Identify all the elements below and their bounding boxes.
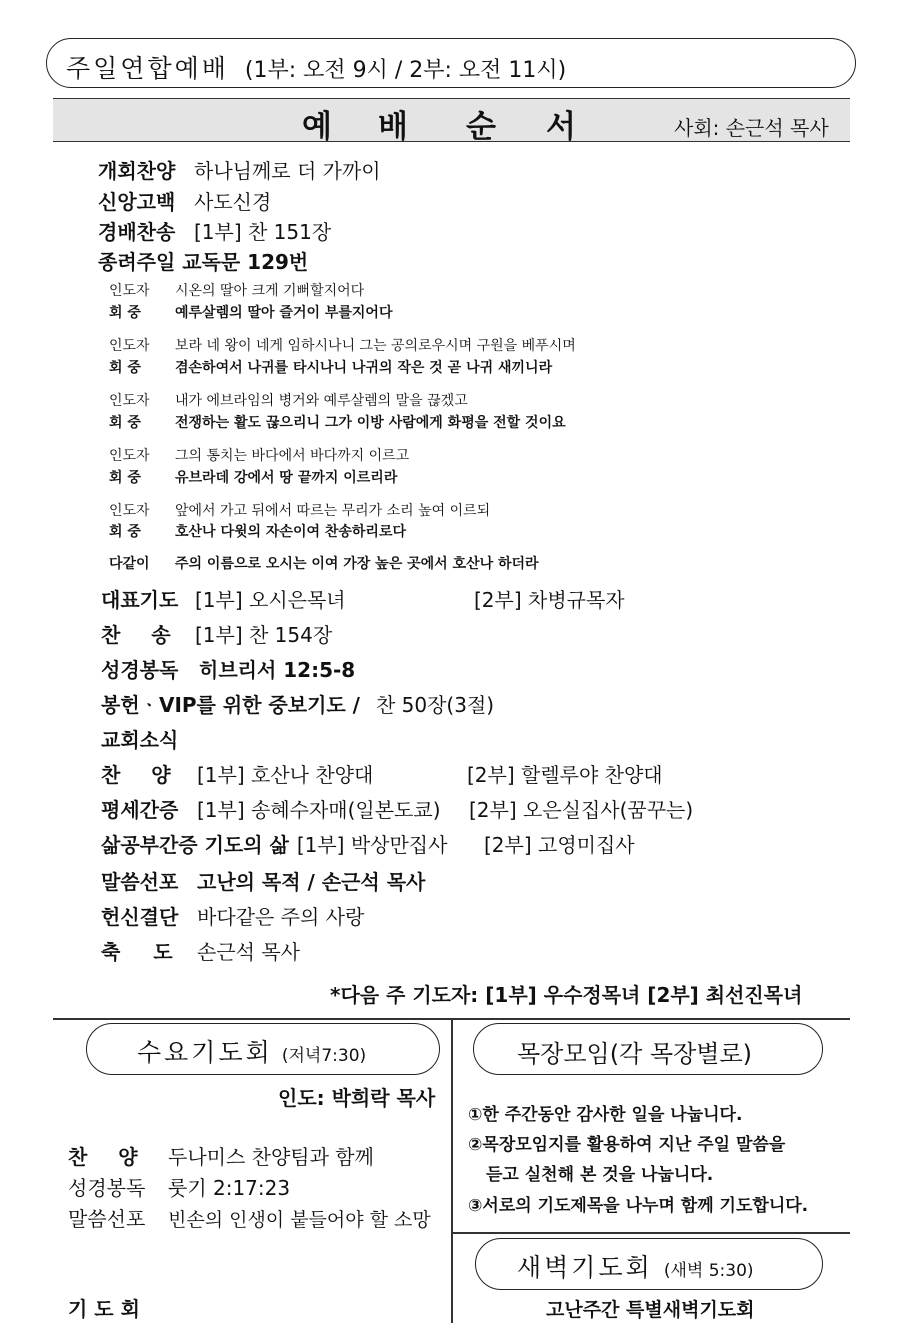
offering-value: 찬 50장(3절): [375, 693, 495, 717]
cell-group-title: 목장모임(각 목장별로): [517, 1040, 753, 1068]
reading-leader-1: [109, 280, 364, 300]
prayer-second: [2부] 차병규목자: [474, 588, 625, 612]
choir-label: 찬 양: [101, 763, 171, 787]
leader-label: 인도자: [109, 503, 150, 519]
life-testimony-first: [1부] 박상만집사: [296, 833, 448, 857]
life-testimony-second: [2부] 고영미집사: [484, 833, 635, 857]
sermon-label: 말씀선포: [101, 870, 179, 894]
wednesday-item-1: [68, 1141, 374, 1170]
congregation-text: 예루살렘의 딸아 즐거이 부를지어다: [175, 305, 393, 321]
scripture-value: 히브리서 12:5-8: [199, 658, 356, 682]
service-title: 주일연합예배: [66, 54, 229, 83]
sermon-row: [101, 866, 425, 895]
congregation-label: 회 중: [109, 415, 141, 431]
order-title-char-1: 예: [302, 109, 332, 145]
reading-leader-5: [109, 500, 490, 520]
commitment-value: 바다같은 주의 사랑: [197, 905, 365, 929]
testimony-second: [2부] 오은실집사(꿈꾸는): [469, 798, 694, 822]
column-divider: [451, 1018, 453, 1323]
all-together-label: 다같이: [109, 556, 150, 572]
worship-hymn-value: [1부] 찬 151장: [194, 220, 332, 244]
reading-congregation-2: [109, 357, 552, 377]
next-week-prayers: *다음 주 기도자: [1부] 우수정목녀 [2부] 최선진목녀: [330, 983, 803, 1007]
leader-text: 내가 에브라임의 병거와 예루살렘의 말을 끊겠고: [175, 393, 468, 409]
leader-label: 인도자: [109, 393, 150, 409]
reading-all-together: [109, 553, 539, 573]
congregation-label: 회 중: [109, 470, 141, 486]
prayer-first: [1부] 오시은목녀: [195, 588, 346, 612]
all-together-text: 주의 이름으로 오시는 이여 가장 높은 곳에서 호산나 하더라: [175, 556, 539, 572]
opening-hymn-value: 하나님께로 더 가까이: [194, 159, 381, 183]
wednesday-item-value: 빈손의 인생이 붙들어야 할 소망: [168, 1209, 431, 1231]
wednesday-title-line: [137, 1033, 366, 1069]
cell-group-item-2: ②목장모임지를 활용하여 지난 주일 말씀을: [468, 1135, 786, 1155]
reading-congregation-4: [109, 467, 397, 487]
cell-group-item-3: ③서로의 기도제목을 나누며 함께 기도합니다.: [468, 1196, 809, 1216]
testimony-label: 평세간증: [101, 798, 179, 822]
dawn-time: (새벽 5:30): [663, 1261, 754, 1281]
reading-leader-4: [109, 445, 409, 465]
cell-group-item-1: ①한 주간동안 감사한 일을 나눕니다.: [468, 1105, 743, 1125]
leader-label: 인도자: [109, 448, 150, 464]
service-times: (1부: 오전 9시 / 2부: 오전 11시): [244, 58, 567, 83]
hymn-row: [101, 619, 332, 648]
dawn-title-line: [517, 1248, 754, 1284]
commitment-row: [101, 901, 364, 930]
wednesday-item-3: [68, 1203, 431, 1232]
creed-row: [98, 186, 271, 215]
scripture-row: [101, 654, 355, 683]
offering-label: 봉헌ᆞVIP를 위한 중보기도 /: [101, 693, 360, 717]
wednesday-item-label: 성경봉독: [68, 1176, 146, 1200]
wednesday-item-value: 룻기 2:17:23: [168, 1176, 291, 1200]
creed-label: 신앙고백: [98, 190, 176, 214]
life-testimony-row: [101, 829, 447, 858]
leader-label: 인도자: [109, 283, 150, 299]
reading-leader-2: [109, 335, 576, 355]
reading-leader-3: [109, 390, 468, 410]
prayer-row: [101, 584, 346, 613]
congregation-text: 유브라데 강에서 땅 끝까지 이르리라: [175, 470, 398, 486]
wednesday-item-label: 말씀선포: [68, 1207, 146, 1231]
wednesday-title: 수요기도회: [137, 1038, 273, 1067]
wednesday-item-2: [68, 1172, 290, 1201]
congregation-text: 겸손하여서 나귀를 타시나니 나귀의 작은 것 곧 나귀 새끼니라: [175, 360, 553, 376]
benediction-row: [101, 936, 300, 965]
wednesday-prayer-meeting: 기 도 회: [68, 1297, 140, 1321]
right-column-divider: [451, 1232, 850, 1234]
offering-row: [101, 689, 494, 718]
congregation-label: 회 중: [109, 524, 141, 540]
hymn-label: 찬 송: [101, 623, 171, 647]
wednesday-leader: 인도: 박희락 목사: [278, 1086, 436, 1110]
wednesday-item-label: 찬 양: [68, 1145, 138, 1169]
scripture-label: 성경봉독: [101, 658, 179, 682]
wednesday-time: (저녁7:30): [281, 1046, 367, 1066]
order-title-char-3: 순: [466, 109, 496, 145]
congregation-label: 회 중: [109, 305, 141, 321]
opening-hymn-row: [98, 155, 381, 184]
reading-congregation-3: [109, 412, 566, 432]
worship-hymn-label: 경배찬송: [98, 220, 176, 244]
order-title-char-4: 서: [546, 109, 576, 145]
choir-second: [2부] 할렐루야 찬양대: [467, 763, 663, 787]
service-title-line: [66, 49, 566, 85]
wednesday-item-value: 두나미스 찬양팀과 함께: [168, 1145, 374, 1169]
choir-row: [101, 759, 373, 788]
cell-group-item-2-cont: 듣고 실천해 본 것을 나눕니다.: [486, 1165, 714, 1185]
choir-first: [1부] 호산나 찬양대: [197, 763, 374, 787]
host: 사회: 손근석 목사: [674, 116, 829, 140]
testimony-first: [1부] 송혜수자매(일본도쿄): [197, 798, 441, 822]
leader-text: 보라 네 왕이 네게 임하시나니 그는 공의로우시며 구원을 베푸시며: [175, 338, 576, 354]
news-label: 교회소식: [101, 728, 179, 752]
leader-label: 인도자: [109, 338, 150, 354]
congregation-label: 회 중: [109, 360, 141, 376]
leader-text: 그의 통치는 바다에서 바다까지 이르고: [175, 448, 410, 464]
congregation-text: 전쟁하는 활도 끊으리니 그가 이방 사람에게 화평을 전할 것이요: [175, 415, 566, 431]
congregation-text: 호산나 다윗의 자손이여 찬송하리로다: [175, 524, 407, 540]
palm-sunday-reading: 종려주일 교독문 129번: [98, 250, 309, 274]
creed-value: 사도신경: [194, 190, 272, 214]
hymn-value: [1부] 찬 154장: [195, 623, 333, 647]
leader-text: 앞에서 가고 뒤에서 따르는 무리가 소리 높여 이르되: [175, 503, 491, 519]
testimony-row: [101, 794, 441, 823]
worship-hymn-row: [98, 216, 331, 245]
commitment-label: 헌신결단: [101, 905, 179, 929]
benediction-label: 축 도: [101, 940, 173, 964]
reading-congregation-1: [109, 302, 392, 322]
prayer-label: 대표기도: [101, 588, 179, 612]
order-title-char-2: 배: [378, 109, 408, 145]
sermon-value: 고난의 목적 / 손근석 목사: [197, 870, 426, 894]
benediction-value: 손근석 목사: [197, 940, 300, 964]
life-testimony-label: 삶공부간증 기도의 삶: [101, 833, 289, 857]
opening-hymn-label: 개회찬양: [98, 159, 176, 183]
dawn-title: 새벽기도회: [517, 1253, 653, 1282]
leader-text: 시온의 딸아 크게 기뻐할지어다: [175, 283, 365, 299]
dawn-subtitle: 고난주간 특별새벽기도회: [546, 1299, 755, 1321]
reading-congregation-5: [109, 521, 406, 541]
